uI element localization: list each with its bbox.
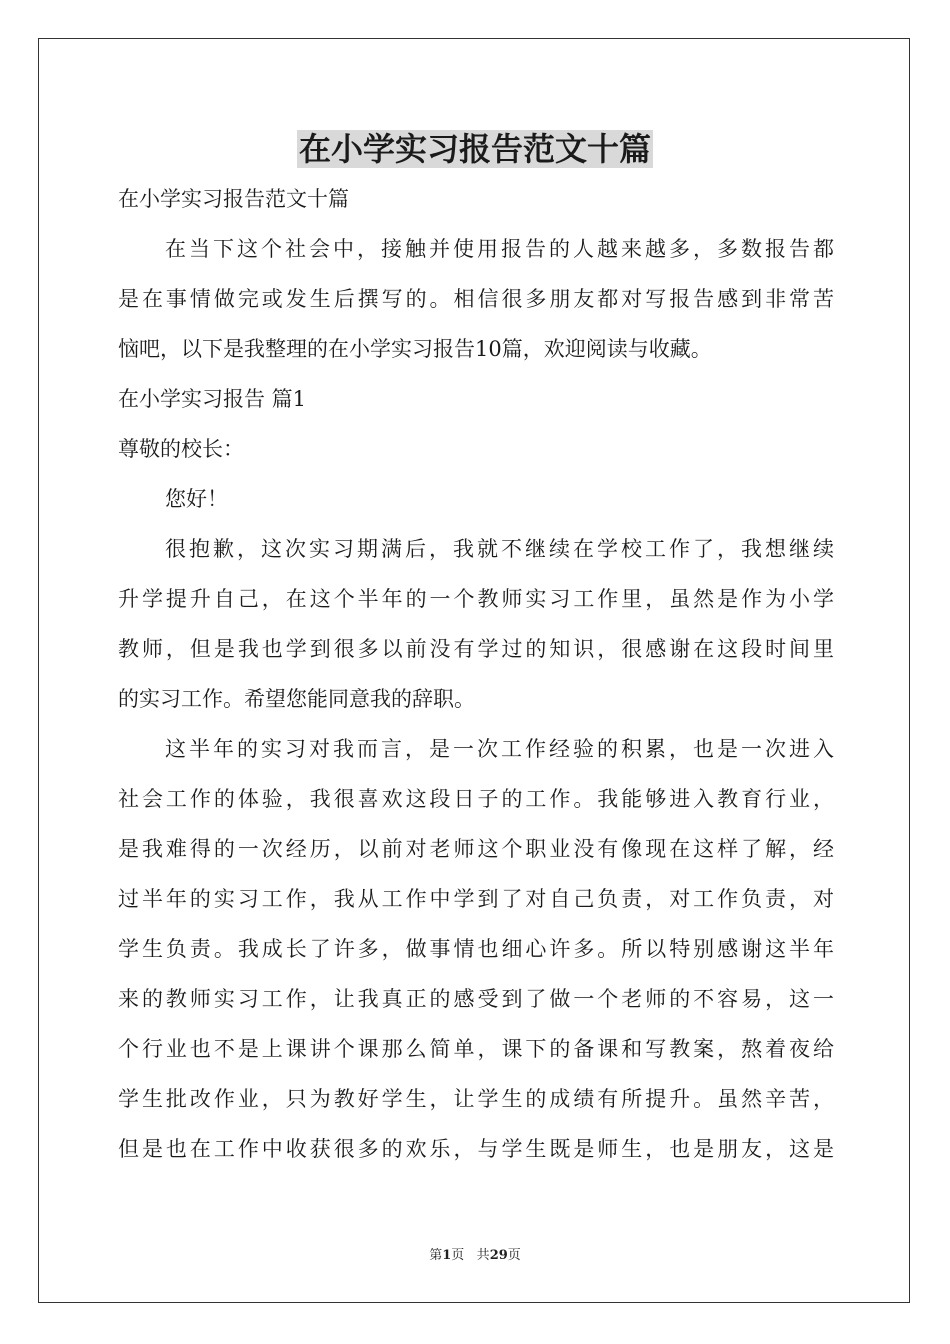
document-title-text: 在小学实习报告范文十篇 <box>298 130 651 168</box>
greeting: 您好！ <box>165 487 228 511</box>
paragraph-2-line-6: 来的教师实习工作，让我真正的感受到了做一个老师的不容易，这一 <box>118 987 834 1011</box>
paragraph-2-line-1: 这半年的实习对我而言，是一次工作经验的积累，也是一次进入 <box>165 737 834 761</box>
footer-page-number: 1 <box>442 1248 452 1263</box>
footer-page-suffix: 页 <box>451 1248 465 1263</box>
paragraph-1-line-2: 升学提升自己，在这个半年的一个教师实习工作里，虽然是作为小学 <box>118 587 834 611</box>
paragraph-1-line-3: 教师，但是我也学到很多以前没有学过的知识，很感谢在这段时间里 <box>118 637 834 661</box>
paragraph-2-line-4: 过半年的实习工作，我从工作中学到了对自己负责，对工作负责，对 <box>118 887 834 911</box>
section-heading: 在小学实习报告 篇1 <box>118 387 307 411</box>
paragraph-1-line-4: 的实习工作。希望您能同意我的辞职。 <box>118 687 475 711</box>
subtitle-line: 在小学实习报告范文十篇 <box>118 187 349 211</box>
paragraph-2-line-8: 学生批改作业，只为教好学生，让学生的成绩有所提升。虽然辛苦， <box>118 1087 834 1111</box>
intro-line-3: 恼吧，以下是我整理的在小学实习报告10篇，欢迎阅读与收藏。 <box>118 337 712 361</box>
paragraph-2-line-7: 个行业也不是上课讲个课那么简单，课下的备课和写教案，熬着夜给 <box>118 1037 834 1061</box>
paragraph-2-line-2: 社会工作的体验，我很喜欢这段日子的工作。我能够进入教育行业， <box>118 787 834 811</box>
intro-line-2: 是在事情做完或发生后撰写的。相信很多朋友都对写报告感到非常苦 <box>118 287 834 311</box>
footer-total-suffix: 页 <box>507 1248 521 1263</box>
page-footer <box>0 1246 950 1266</box>
salutation: 尊敬的校长： <box>118 437 244 461</box>
paragraph-2-line-3: 是我难得的一次经历，以前对老师这个职业没有像现在这样了解，经 <box>118 837 834 861</box>
intro-line-1: 在当下这个社会中，接触并使用报告的人越来越多，多数报告都 <box>165 237 834 261</box>
paragraph-1-line-1: 很抱歉，这次实习期满后，我就不继续在学校工作了，我想继续 <box>165 537 834 561</box>
document-title <box>0 124 950 174</box>
footer-page-prefix: 第 <box>429 1248 443 1263</box>
paragraph-2-line-5: 学生负责。我成长了许多，做事情也细心许多。所以特别感谢这半年 <box>118 937 834 961</box>
footer-total-pages: 29 <box>489 1248 508 1263</box>
paragraph-2-line-9: 但是也在工作中收获很多的欢乐，与学生既是师生，也是朋友，这是 <box>118 1137 834 1161</box>
footer-total-prefix: 共 <box>476 1248 490 1263</box>
